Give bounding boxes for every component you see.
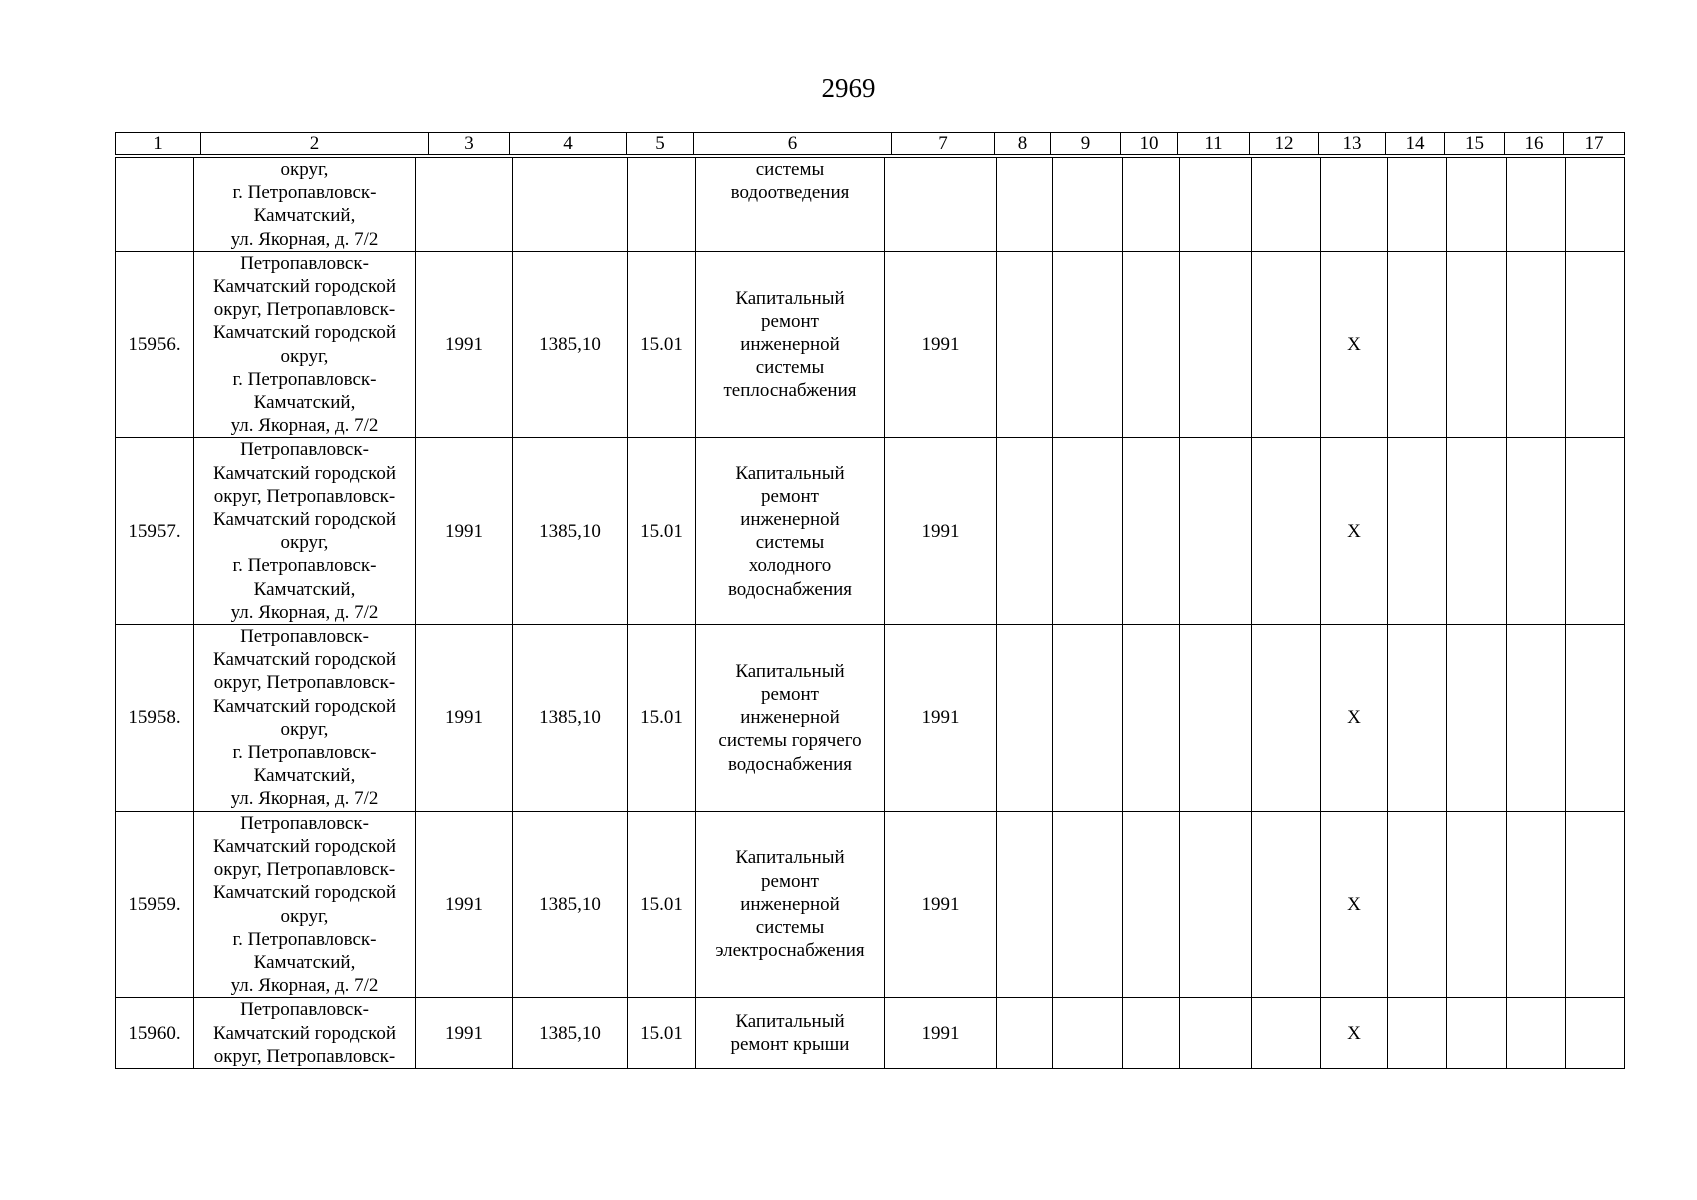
cell-num: 15957. [116, 438, 194, 625]
address-line: Камчатский городской [213, 1022, 396, 1044]
address-line: Петропавловск- [240, 999, 369, 1021]
work-line: ремонт крыши [730, 1034, 850, 1056]
address-line: г. Петропавловск- [232, 182, 377, 204]
cell-empty [1053, 998, 1123, 1069]
cell-area: 1385,10 [513, 251, 628, 438]
cell-empty [1566, 158, 1625, 252]
address-line: Камчатский, [253, 578, 356, 600]
address-line: Камчатский городской [213, 835, 396, 857]
header-row [116, 133, 1625, 155]
address-line: Камчатский городской [213, 882, 396, 904]
cell-year: 1991 [416, 625, 513, 812]
column-number-header [115, 132, 1625, 155]
cell-empty [997, 998, 1053, 1069]
address-line: Камчатский городской [213, 695, 396, 717]
work-line: ремонт [761, 310, 819, 332]
page-number: 2969 [821, 73, 876, 103]
cell-empty [1388, 438, 1447, 625]
cell-year [416, 158, 513, 252]
cell-empty [1180, 625, 1252, 812]
address-line: Камчатский городской [213, 649, 396, 671]
address-line: округ, [280, 718, 329, 740]
work-line: электроснабжения [715, 940, 865, 962]
cell-empty [1053, 625, 1123, 812]
cell-empty [1507, 625, 1566, 812]
address-line: Камчатский, [253, 205, 356, 227]
cell-empty [1507, 998, 1566, 1069]
cell-work [696, 811, 885, 998]
cell-year: 1991 [416, 998, 513, 1069]
records-table [115, 157, 1625, 1069]
header-cell: 1 [116, 133, 201, 155]
cell-mark: X [1321, 251, 1388, 438]
address-line: округ, Петропавловск- [213, 485, 396, 507]
cell-empty [1566, 438, 1625, 625]
header-cell: 13 [1319, 133, 1386, 155]
address-line: округ, [280, 905, 329, 927]
cell-address [194, 625, 416, 812]
header-cell: 5 [627, 133, 694, 155]
cell-year: 1991 [416, 251, 513, 438]
address-line: Камчатский городской [213, 322, 396, 344]
cell-empty [1053, 158, 1123, 252]
work-line: инженерной [740, 334, 840, 356]
cell-num: 15959. [116, 811, 194, 998]
work-line: системы горячего [718, 730, 862, 752]
cell-code: 15.01 [628, 438, 696, 625]
cell-empty [997, 158, 1053, 252]
cell-code: 15.01 [628, 998, 696, 1069]
header-cell: 10 [1121, 133, 1178, 155]
cell-empty [997, 251, 1053, 438]
cell-area [513, 158, 628, 252]
cell-address [194, 811, 416, 998]
address-line: Петропавловск- [240, 439, 369, 461]
work-line: инженерной [740, 509, 840, 531]
cell-empty [1252, 158, 1321, 252]
work-line: водоотведения [730, 182, 850, 204]
address-line: Камчатский городской [213, 276, 396, 298]
address-line: Камчатский городской [213, 509, 396, 531]
table-row [116, 251, 1625, 438]
cell-empty [1566, 251, 1625, 438]
cell-empty [997, 811, 1053, 998]
cell-num: 15960. [116, 998, 194, 1069]
cell-empty [1123, 811, 1180, 998]
cell-empty [1123, 625, 1180, 812]
address-line: ул. Якорная, д. 7/2 [230, 788, 379, 810]
cell-empty [1566, 998, 1625, 1069]
cell-empty [1507, 438, 1566, 625]
table-row [116, 811, 1625, 998]
cell-year: 1991 [416, 438, 513, 625]
cell-plan-year [885, 158, 997, 252]
cell-empty [1388, 625, 1447, 812]
cell-empty [1447, 625, 1507, 812]
header-cell: 3 [429, 133, 510, 155]
cell-empty [1252, 438, 1321, 625]
work-line: ремонт [761, 870, 819, 892]
address-line: Петропавловск- [240, 626, 369, 648]
header-cell: 9 [1051, 133, 1121, 155]
cell-plan-year: 1991 [885, 438, 997, 625]
header-cell: 4 [510, 133, 627, 155]
cell-num: 15956. [116, 251, 194, 438]
work-line: Капитальный [735, 1010, 845, 1032]
cell-empty [1180, 251, 1252, 438]
cell-empty [1123, 998, 1180, 1069]
address-line: округ, [280, 532, 329, 554]
cell-empty [1447, 158, 1507, 252]
cell-work [696, 998, 885, 1069]
cell-empty [1252, 625, 1321, 812]
address-line: Петропавловск- [240, 252, 369, 274]
header-cell: 14 [1386, 133, 1445, 155]
cell-empty [1180, 998, 1252, 1069]
cell-empty [1053, 811, 1123, 998]
address-line: г. Петропавловск- [232, 742, 377, 764]
work-line: ремонт [761, 684, 819, 706]
work-line: холодного [748, 555, 832, 577]
cell-num [116, 158, 194, 252]
table-row [116, 998, 1625, 1069]
cell-address [194, 998, 416, 1069]
cell-num: 15958. [116, 625, 194, 812]
cell-plan-year: 1991 [885, 625, 997, 812]
address-line: Камчатский, [253, 392, 356, 414]
cell-mark: X [1321, 811, 1388, 998]
cell-year: 1991 [416, 811, 513, 998]
cell-empty [1388, 998, 1447, 1069]
address-line: Камчатский, [253, 951, 356, 973]
cell-empty [1447, 998, 1507, 1069]
work-line: теплоснабжения [723, 380, 857, 402]
address-line: г. Петропавловск- [232, 928, 377, 950]
cell-work [696, 251, 885, 438]
cell-area: 1385,10 [513, 438, 628, 625]
cell-empty [1447, 438, 1507, 625]
cell-code: 15.01 [628, 811, 696, 998]
table-row [116, 625, 1625, 812]
header-cell: 6 [694, 133, 892, 155]
cell-empty [1447, 251, 1507, 438]
cell-empty [1252, 251, 1321, 438]
work-line: ремонт [761, 485, 819, 507]
cell-empty [1388, 251, 1447, 438]
address-line: округ, Петропавловск- [213, 672, 396, 694]
cell-work [696, 625, 885, 812]
cell-empty [1123, 438, 1180, 625]
cell-empty [1123, 251, 1180, 438]
header-cell: 17 [1564, 133, 1625, 155]
cell-empty [1180, 811, 1252, 998]
table-row [116, 438, 1625, 625]
cell-address [194, 438, 416, 625]
work-line: системы [755, 357, 825, 379]
address-line: Петропавловск- [240, 812, 369, 834]
header-cell: 11 [1178, 133, 1250, 155]
cell-mark: X [1321, 438, 1388, 625]
cell-empty [997, 438, 1053, 625]
cell-empty [1447, 811, 1507, 998]
cell-address [194, 158, 416, 252]
cell-plan-year: 1991 [885, 251, 997, 438]
table-row-continued [116, 158, 1625, 252]
cell-code [628, 158, 696, 252]
cell-work [696, 438, 885, 625]
cell-empty [1566, 625, 1625, 812]
header-cell: 7 [892, 133, 995, 155]
cell-area: 1385,10 [513, 811, 628, 998]
cell-mark: X [1321, 625, 1388, 812]
cell-area: 1385,10 [513, 625, 628, 812]
work-line: Капитальный [735, 660, 845, 682]
cell-empty [1388, 158, 1447, 252]
header-cell: 12 [1250, 133, 1319, 155]
cell-empty [1507, 251, 1566, 438]
header-cell: 16 [1505, 133, 1564, 155]
address-line: г. Петропавловск- [232, 368, 377, 390]
cell-empty [1252, 811, 1321, 998]
cell-empty [1252, 998, 1321, 1069]
address-line: округ, [280, 345, 329, 367]
cell-code: 15.01 [628, 251, 696, 438]
address-line: округ, Петропавловск- [213, 859, 396, 881]
header-cell: 8 [995, 133, 1051, 155]
cell-empty [1180, 158, 1252, 252]
cell-mark: X [1321, 998, 1388, 1069]
address-line: ул. Якорная, д. 7/2 [230, 601, 379, 623]
address-line: Камчатский городской [213, 462, 396, 484]
work-line: системы [755, 159, 825, 180]
cell-empty [1053, 438, 1123, 625]
address-line: ул. Якорная, д. 7/2 [230, 975, 379, 997]
header-cell: 2 [201, 133, 429, 155]
cell-empty [1053, 251, 1123, 438]
cell-work [696, 158, 885, 252]
cell-empty [997, 625, 1053, 812]
cell-area: 1385,10 [513, 998, 628, 1069]
header-cell: 15 [1445, 133, 1505, 155]
cell-plan-year: 1991 [885, 811, 997, 998]
work-line: водоснабжения [727, 578, 853, 600]
cell-empty [1507, 811, 1566, 998]
work-line: инженерной [740, 707, 840, 729]
work-line: Капитальный [735, 462, 845, 484]
address-line: округ, Петропавловск- [213, 299, 396, 321]
cell-empty [1507, 158, 1566, 252]
cell-code: 15.01 [628, 625, 696, 812]
address-line: г. Петропавловск- [232, 555, 377, 577]
work-line: системы [755, 917, 825, 939]
address-line: округ, [280, 159, 329, 180]
address-line: Камчатский, [253, 765, 356, 787]
address-line: ул. Якорная, д. 7/2 [230, 228, 379, 250]
cell-address [194, 251, 416, 438]
cell-plan-year: 1991 [885, 998, 997, 1069]
cell-empty [1388, 811, 1447, 998]
work-line: инженерной [740, 893, 840, 915]
work-line: Капитальный [735, 847, 845, 869]
work-line: Капитальный [735, 287, 845, 309]
cell-empty [1180, 438, 1252, 625]
cell-empty [1566, 811, 1625, 998]
address-line: ул. Якорная, д. 7/2 [230, 415, 379, 437]
work-line: водоснабжения [727, 753, 853, 775]
address-line: округ, Петропавловск- [213, 1045, 396, 1067]
work-line: системы [755, 532, 825, 554]
cell-empty [1123, 158, 1180, 252]
cell-mark [1321, 158, 1388, 252]
